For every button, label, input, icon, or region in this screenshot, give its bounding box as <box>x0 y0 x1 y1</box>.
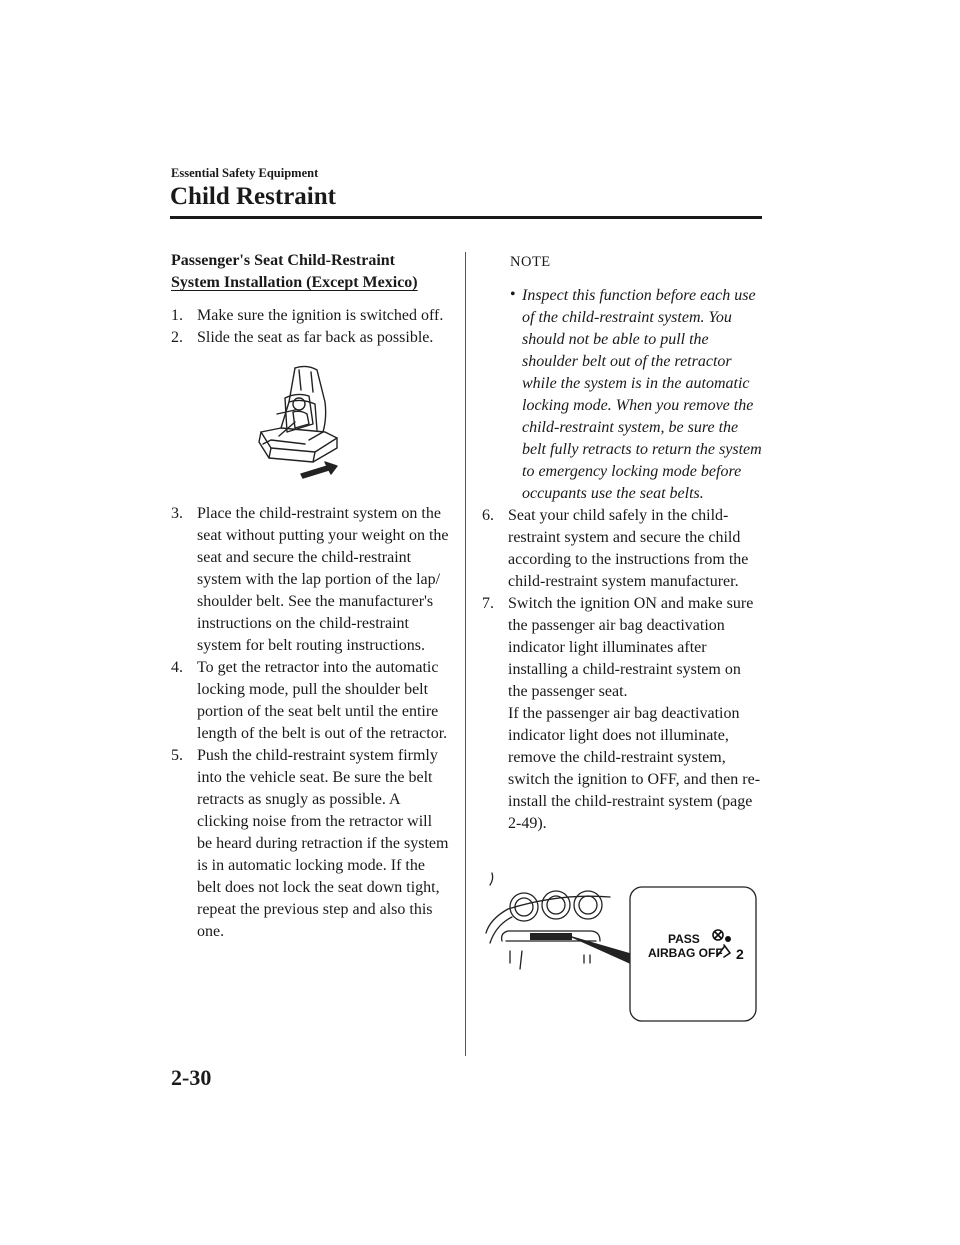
step-7-continued: If the passenger air bag deactivation indicator light does not illuminate, remove the child-restraint system, switch the ignition to OFF, and then re-install the child-restraint system (page 2-49). <box>508 705 761 832</box>
step-text: Push the child-restraint system firmly into the vehicle seat. Be sure the belt retracts as snugly as possible. A clicking noise from the retractor will be heard during retraction if the system is in automatic locking mode. If the belt does not lock the seat down tight, repeat the previous step and also this one. <box>197 747 449 940</box>
section-subheading <box>171 250 451 294</box>
step-3 <box>171 503 451 657</box>
child-seat-illustration <box>251 362 351 482</box>
step-number: 3. <box>171 505 183 522</box>
subheading-line-1: Passenger's Seat Child-Restraint <box>171 252 395 269</box>
step-number: 1. <box>171 307 183 324</box>
right-column <box>482 251 764 1030</box>
step-text: Switch the ignition ON and make sure the passenger air bag deactivation indicator light illuminates after installing a child-restraint system on the passenger seat. <box>508 595 754 700</box>
step-1 <box>171 305 451 327</box>
subheading-line-2: System Installation (Except Mexico) <box>171 274 418 291</box>
step-number: 6. <box>482 507 494 524</box>
indicator-line-2: AIRBAG OFF <box>648 946 723 960</box>
step-number: 7. <box>482 595 494 612</box>
note-label: NOTE <box>510 254 551 270</box>
page-title: Child Restraint <box>170 183 336 210</box>
note-text: Inspect this function before each use of the child-restraint system. You should not be able to pull the shoulder belt out of the retractor while the system is in the automatic locking mode. When you remove the child-restraint system, be sure the belt fully retracts to return the system to emergency locking mode before occupants use the seat belts. <box>522 287 762 502</box>
step-number: 2. <box>171 329 183 346</box>
step-text: Seat your child safely in the child-restraint system and secure the child according to the instructions from the child-restraint system manufacturer. <box>508 507 749 590</box>
step-6 <box>482 505 764 593</box>
step-7 <box>482 593 764 835</box>
step-number: 4. <box>171 659 183 676</box>
note-item <box>482 285 764 505</box>
column-divider <box>465 252 466 1056</box>
step-4 <box>171 657 451 745</box>
step-text: To get the retractor into the automatic locking mode, pull the shoulder belt portion of the seat belt until the entire length of the belt is out of the retractor. <box>197 659 448 742</box>
note-bullet: • <box>510 286 516 303</box>
step-number: 5. <box>171 747 183 764</box>
step-2 <box>171 327 451 349</box>
indicator-line-1: PASS <box>668 932 700 946</box>
step-5 <box>171 745 451 943</box>
page-number: 2-30 <box>171 1065 212 1090</box>
step-text: Place the child-restraint system on the seat without putting your weight on the seat and secure the child-restraint system with the lap portion of the lap/ shoulder belt. See the manufacturer's instructions on the child-restraint system for belt routing instructions. <box>197 505 449 654</box>
indicator-seat-number: 2 <box>736 946 744 962</box>
step-text: Make sure the ignition is switched off. <box>197 307 444 324</box>
airbag-indicator-illustration <box>480 859 758 1023</box>
left-column <box>171 250 451 943</box>
step-text: Slide the seat as far back as possible. <box>197 329 434 346</box>
header-rule <box>170 216 762 219</box>
section-label: Essential Safety Equipment <box>171 166 319 180</box>
